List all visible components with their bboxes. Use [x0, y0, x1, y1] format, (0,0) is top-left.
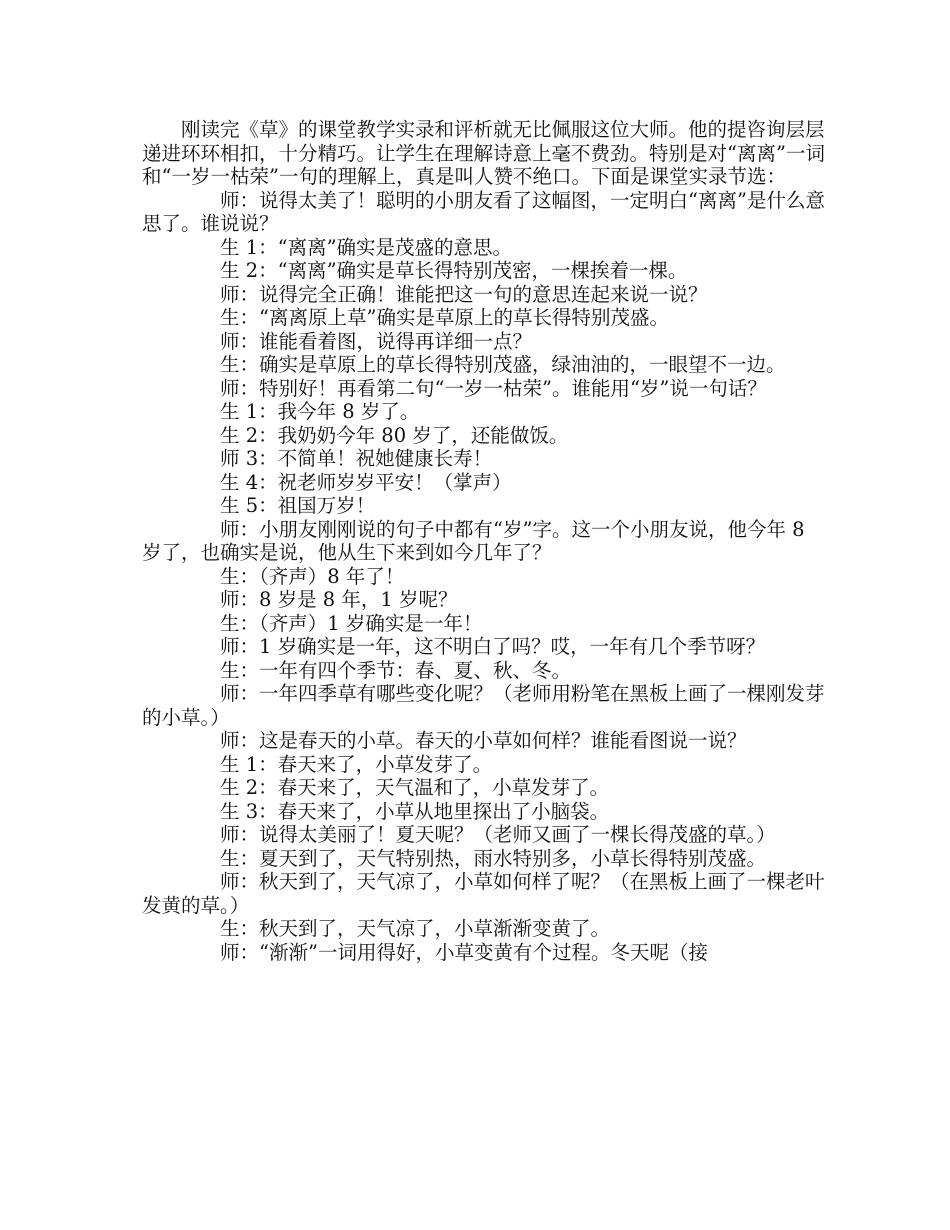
dialogue-line: 师：一年四季草有哪些变化呢？（老师用粉笔在黑板上画了一棵刚发芽的小草。） [142, 682, 825, 729]
dialogue-line: 生 1：我今年 8 岁了。 [220, 400, 420, 423]
dialogue-line: 师：“渐渐”一词用得好，小草变黄有个过程。冬天呢（接 [220, 940, 708, 964]
dialogue-line: 生：秋天到了，天气凉了，小草渐渐变黄了。 [220, 917, 611, 940]
document-body [142, 118, 826, 964]
dialogue-line: 师：这是春天的小草。春天的小草如何样？谁能看图说一说？ [220, 729, 747, 752]
dialogue-line: 生 2：“离离”确实是草长得特别茂密，一棵挨着一棵。 [220, 259, 688, 282]
intro-paragraph: 刚读完《草》的课堂教学实录和评析就无比佩服这位大师。他的提咨询层层递进环环相扣，十分精巧。让学生在理解诗意上毫不费劲。特别是对“离离”一词和“一岁一枯荣”一句的理解上，真是叫人赞不绝口。下面是课堂实录节选： [142, 118, 825, 188]
dialogue-line: 师：谁能看着图，说得再详细一点？ [220, 329, 533, 353]
dialogue-line: 生 1：“离离”确实是茂盛的意思。 [220, 235, 513, 259]
dialogue-line: 生：夏天到了，天气特别热，雨水特别多，小草长得特别茂盛。 [220, 846, 767, 870]
dialogue-line: 生：（齐声）1 岁确实是一年！ [220, 611, 483, 635]
dialogue-line: 师：8 岁是 8 年，1 岁呢？ [220, 588, 458, 611]
dialogue-line: 师：特别好！再看第二句“一岁一枯荣”。谁能用“岁”说一句话？ [220, 376, 767, 400]
dialogue-line: 师：1 岁确实是一年，这不明白了吗？哎，一年有几个季节呀？ [220, 635, 766, 658]
dialogue-line: 师：小朋友刚刚说的句子中都有“岁”字。这一个小朋友说，他今年 8 岁了，也确实是说，他从生下来到如今几年了？ [142, 517, 805, 564]
dialogue-line: 师：说得完全正确！谁能把这一句的意思连起来说一说？ [220, 282, 708, 306]
dialogue-line: 生 2：春天来了，天气温和了，小草发芽了。 [220, 776, 610, 799]
dialogue-line: 师：说得太美了！聪明的小朋友看了这幅图，一定明白“离离”是什么意思了。谁说说？ [142, 188, 825, 235]
dialogue-line: 生：（齐声）8 年了！ [220, 564, 405, 588]
dialogue-line: 师：秋天到了，天气凉了，小草如何样了呢？（在黑板上画了一棵老叶发黄的草。） [142, 870, 825, 917]
dialogue-line: 生：一年有四个季节：春、夏、秋、冬。 [220, 658, 572, 682]
dialogue-line: 师 3：不简单！祝她健康长寿！ [220, 447, 493, 470]
dialogue-line: 生 5：祖国万岁！ [220, 494, 376, 517]
dialogue-line: 生 2：我奶奶今年 80 岁了，还能做饭。 [220, 423, 569, 447]
dialogue-line: 师：说得太美丽了！夏天呢？（老师又画了一棵长得茂盛的草。） [220, 823, 776, 846]
dialogue-line: 生 3：春天来了，小草从地里探出了小脑袋。 [220, 799, 610, 823]
dialogue-line: 生 4：祝老师岁岁平安！（掌声） [220, 470, 512, 494]
dialogue-line: 生：确实是草原上的草长得特别茂盛，绿油油的，一眼望不一边。 [220, 353, 786, 376]
dialogue-line: 生 1：春天来了，小草发芽了。 [220, 752, 493, 776]
dialogue-line: 生：“离离原上草”确实是草原上的草长得特别茂盛。 [220, 306, 669, 329]
